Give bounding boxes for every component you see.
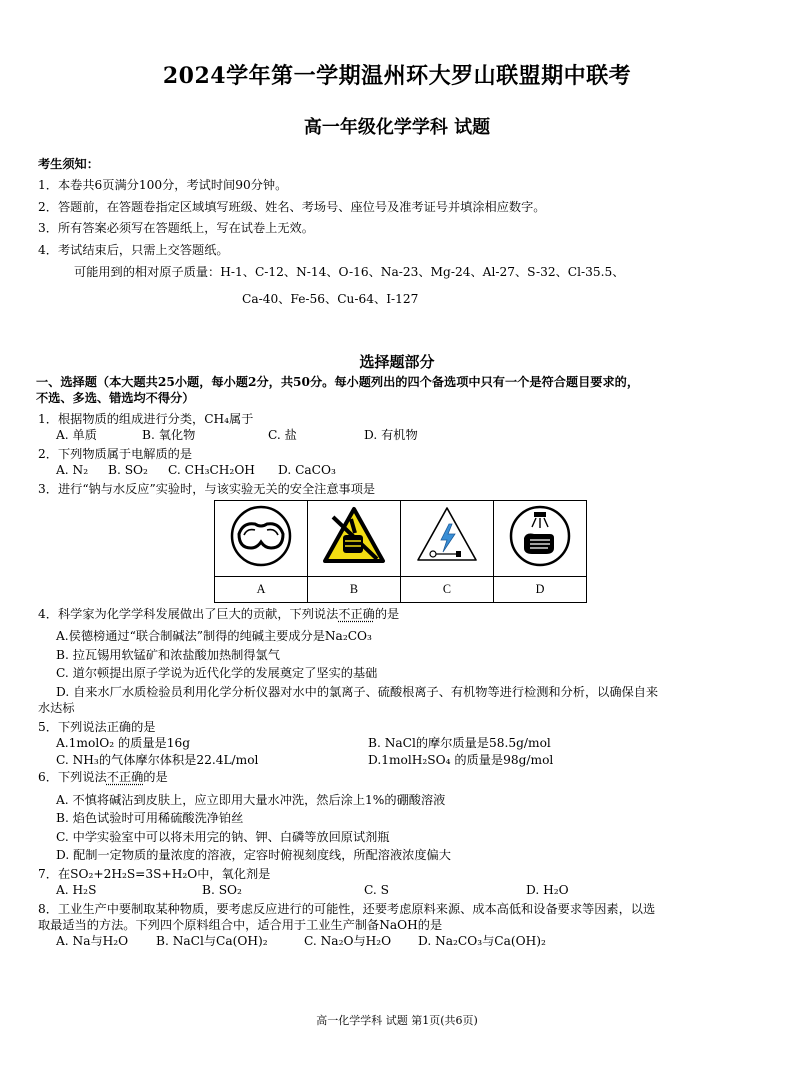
section-title: 选择题部分 xyxy=(359,353,435,371)
q4-stem-emphasis: 不正确 xyxy=(338,607,375,621)
q2-stem: 2．下列物质属于电解质的是 xyxy=(38,446,193,461)
q4-option-d: D. 自来水厂水质检验员利用化学分析仪器对水中的氯离子、硫酸根离子、有机物等进行检测和分析，以确保自来 xyxy=(56,684,659,699)
q3-cell-c xyxy=(401,501,494,577)
q3-image-table xyxy=(214,500,587,603)
q5-option-b: B. NaCl的摩尔质量是58.5g/mol xyxy=(368,736,551,751)
q6-option-a: A. 不慎将碱沾到皮肤上，应立即用大量水冲洗，然后涂上1%的硼酸溶液 xyxy=(56,792,446,807)
page-footer: 高一化学学科 试题 第1页(共6页) xyxy=(316,1014,478,1027)
q8-stem-cont: 取最适当的方法。下列四个原料组合中，适合用于工业生产制备NaOH的是 xyxy=(38,917,443,932)
q4-option-c: C. 道尔顿提出原子学说为近代化学的发展奠定了坚实的基础 xyxy=(56,666,378,681)
questions-1-3 xyxy=(38,411,758,497)
section-instruction xyxy=(36,374,776,407)
q5-option-c: C. NH₃的气体摩尔体积是22.4L/mol xyxy=(56,752,259,767)
q7-stem: 7．在SO₂+2H₂S=3S+H₂O中，氧化剂是 xyxy=(38,866,271,881)
q1-option-a: A. 单质 xyxy=(56,428,97,443)
q3-cell-a xyxy=(215,501,308,577)
q4-option-d-cont: 水达标 xyxy=(38,701,75,716)
q6-stem-text: 6．下列说法 xyxy=(38,770,107,785)
q6-stem-text: 的是 xyxy=(143,770,168,785)
electric-hazard-icon xyxy=(415,504,479,568)
notice-block xyxy=(38,156,758,307)
goggles-icon xyxy=(229,504,293,568)
q7-option-d: D. H₂O xyxy=(526,883,569,898)
questions-4-8 xyxy=(38,606,758,950)
q1-option-b: B. 氧化物 xyxy=(142,428,196,443)
q8-option-c: C. Na₂O与H₂O xyxy=(304,934,392,949)
q8-option-d: D. Na₂CO₃与Ca(OH)₂ xyxy=(418,934,546,949)
q4-option-a: A.侯德榜通过“联合制碱法”制得的纯碱主要成分是Na₂CO₃ xyxy=(56,629,372,644)
q3-label-b: B xyxy=(308,577,401,603)
q2-option-d: D. CaCO₃ xyxy=(278,463,336,478)
q4-stem xyxy=(38,606,758,622)
q7-option-c: C. S xyxy=(364,883,389,898)
hand-wash-icon xyxy=(508,504,572,568)
q1-stem: 1．根据物质的组成进行分类，CH₄属于 xyxy=(38,412,254,426)
q3-label-d: D xyxy=(494,577,587,603)
q1-option-c: C. 盐 xyxy=(268,428,297,443)
q2-option-c: C. CH₃CH₂OH xyxy=(168,463,255,478)
q6-stem-emphasis: 不正确 xyxy=(106,770,144,785)
instruction-line: 一、选择题（本大题共25小题，每小题2分，共50分。每小题列出的四个备选项中只有一个是符合题目要求的， xyxy=(36,375,640,389)
q6-option-b: B. 焰色试验时可用稀硫酸洗净铂丝 xyxy=(56,811,244,826)
q8-option-b: B. NaCl与Ca(OH)₂ xyxy=(156,934,268,949)
notice-item: 3．所有答案必须写在答题纸上，写在试卷上无效。 xyxy=(38,221,314,236)
q4-stem-text: 4．科学家为化学学科发展做出了巨大的贡献，下列说法 xyxy=(38,607,339,621)
q6-option-c: C. 中学实验室中可以将未用完的钠、钾、白磷等放回原试剂瓶 xyxy=(56,829,390,844)
notice-item: 2．答题前，在答题卷指定区域填写班级、姓名、考场号、座位号及准考证号并填涂相应数字。 xyxy=(38,199,546,214)
q4-option-b: B. 拉瓦锡用软锰矿和浓盐酸加热制得氯气 xyxy=(56,647,280,662)
section-heading xyxy=(0,352,794,372)
notice-heading: 考生须知： xyxy=(38,157,99,171)
q3-stem: 3．进行“钠与水反应”实验时，与该实验无关的安全注意事项是 xyxy=(38,481,376,496)
q3-label-a: A xyxy=(215,577,308,603)
q6-stem xyxy=(38,769,758,785)
q7-option-a: A. H₂S xyxy=(56,883,97,898)
q3-cell-b xyxy=(308,501,401,577)
q2-option-a: A. N₂ xyxy=(56,463,89,478)
heat-hazard-icon xyxy=(321,503,387,569)
q5-option-a: A.1molO₂ 的质量是16g xyxy=(56,736,191,751)
q8-option-a: A. Na与H₂O xyxy=(56,934,129,949)
notice-item: 1．本卷共6页满分100分，考试时间90分钟。 xyxy=(38,178,288,193)
q3-cell-d xyxy=(494,501,587,577)
page-subtitle: 高一年级化学学科 试题 xyxy=(303,117,491,138)
q5-option-d: D.1molH₂SO₄ 的质量是98g/mol xyxy=(368,752,554,767)
q4-stem-text: 的是 xyxy=(374,607,400,621)
q7-option-b: B. SO₂ xyxy=(202,883,242,898)
notice-item: 4．考试结束后，只需上交答题纸。 xyxy=(38,242,229,257)
page-title: 2024学年第一学期温州环大罗山联盟期中联考 xyxy=(162,63,632,89)
q6-option-d: D. 配制一定物质的量浓度的溶液，定容时俯视刻度线，所配溶液浓度偏大 xyxy=(56,848,451,863)
q3-label-c: C xyxy=(401,577,494,603)
q1-option-d: D. 有机物 xyxy=(364,428,418,443)
atomic-masses-line: Ca-40、Fe-56、Cu-64、I-127 xyxy=(242,291,419,306)
q5-stem: 5．下列说法正确的是 xyxy=(38,719,156,734)
instruction-line: 不选、多选、错选均不得分） xyxy=(36,391,195,406)
atomic-masses-line: 可能用到的相对原子质量：H-1、C-12、N-14、O-16、Na-23、Mg-24、Al-27、S-32、Cl-35.5、 xyxy=(74,265,625,280)
q2-option-b: B. SO₂ xyxy=(108,463,148,478)
q8-stem: 8．工业生产中要制取某种物质，要考虑反应进行的可能性，还要考虑原料来源、成本高低和设备要求等因素，以选 xyxy=(38,901,656,916)
